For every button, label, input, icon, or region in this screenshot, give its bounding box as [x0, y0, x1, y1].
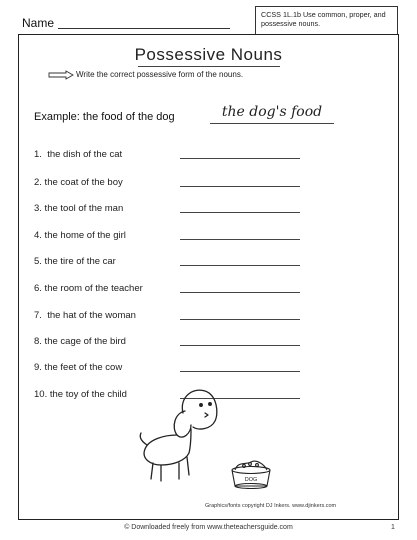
- title-underline: [138, 66, 280, 67]
- answer-line-3[interactable]: [180, 212, 300, 213]
- copyright-credit: Graphics/fonts copyright DJ Inkers. www.djinkers.com: [205, 503, 337, 509]
- worksheet-border-bottom: [18, 519, 399, 520]
- download-note: © Downloaded freely from www.theteachersguide.com: [124, 524, 293, 531]
- question-8: 8. the cage of the bird: [34, 336, 126, 347]
- question-7: 7. the hat of the woman: [34, 310, 136, 321]
- answer-line-1[interactable]: [180, 158, 300, 159]
- arrow-right-icon: [48, 70, 74, 80]
- answer-line-8[interactable]: [180, 345, 300, 346]
- example-answer: the dog's food: [221, 104, 323, 120]
- page-number: 1: [391, 524, 395, 531]
- instruction-text: Write the correct possessive form of the nouns.: [76, 70, 244, 79]
- answer-line-6[interactable]: [180, 292, 300, 293]
- worksheet-border-right: [398, 34, 399, 520]
- question-4: 4. the home of the girl: [34, 230, 126, 241]
- answer-line-5[interactable]: [180, 265, 300, 266]
- answer-line-2[interactable]: [180, 186, 300, 187]
- question-9: 9. the feet of the cow: [34, 362, 123, 373]
- name-label: Name: [22, 16, 55, 30]
- question-5: 5. the tire of the car: [34, 256, 116, 267]
- answer-line-7[interactable]: [180, 319, 300, 320]
- worksheet-border-top: [18, 34, 399, 35]
- question-6: 6. the room of the teacher: [34, 283, 143, 294]
- example-answer-line: [210, 123, 334, 124]
- question-1: 1. the dish of the cat: [34, 149, 123, 160]
- standard-note: CCSS 1L.1b Use common, proper, and possessive nouns.: [255, 6, 398, 34]
- worksheet-border-left: [18, 34, 19, 520]
- question-3: 3. the tool of the man: [34, 203, 124, 214]
- answer-line-9[interactable]: [180, 371, 300, 372]
- example-prompt: Example: the food of the dog: [34, 111, 175, 123]
- answer-line-4[interactable]: [180, 239, 300, 240]
- question-10: 10. the toy of the child: [34, 389, 127, 400]
- name-write-line[interactable]: [58, 28, 230, 29]
- dog-bowl-icon: [226, 456, 276, 490]
- worksheet-title: Possessive Nouns: [134, 45, 283, 64]
- dog-icon: [135, 383, 230, 488]
- question-2: 2. the coat of the boy: [34, 177, 123, 188]
- bowl-label: DOG: [244, 477, 258, 483]
